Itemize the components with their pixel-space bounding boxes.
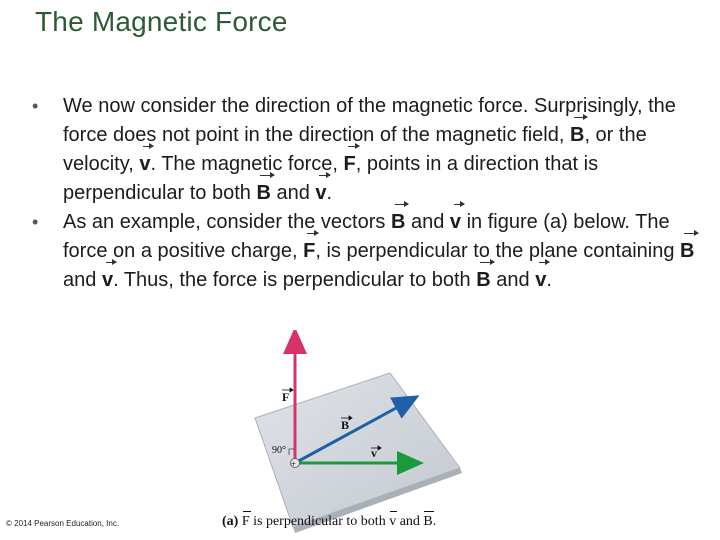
vector-symbol: B: [680, 237, 694, 266]
vector-symbol: B: [476, 266, 490, 295]
text-run: . The magnetic force,: [150, 153, 344, 175]
text-run: and: [396, 514, 424, 529]
bullet-item: [30, 92, 700, 208]
text-run: and: [405, 211, 450, 233]
vector-symbol: v: [139, 150, 150, 179]
vector-symbol: F: [303, 237, 315, 266]
text-run: is perpendicular to both: [249, 514, 390, 529]
force-label: F: [282, 390, 290, 404]
figure-a: [0, 330, 720, 540]
vector-symbol: v: [450, 208, 461, 237]
vector-symbol: B: [570, 121, 584, 150]
text-run: in figure (a) below. The force on a positive charge,: [63, 211, 670, 262]
angle-label: 90°: [272, 445, 286, 456]
vector-symbol: B: [256, 179, 270, 208]
vector-symbol: F: [344, 150, 356, 179]
text-run: and: [490, 269, 536, 291]
text-run: and: [63, 269, 102, 291]
text-run: .: [546, 269, 552, 291]
text-run: As an example, consider the vectors: [63, 211, 391, 233]
charge-label: +: [291, 459, 297, 469]
slide-title: The Magnetic Force: [35, 6, 288, 37]
bullet-item: [30, 208, 700, 295]
vector-symbol: F: [241, 514, 250, 529]
vector-symbol: v: [535, 266, 546, 295]
text-run: , points in a direction that is perpendicular to both: [63, 153, 599, 204]
vector-symbol: v: [102, 266, 113, 295]
text-run: .: [432, 514, 437, 529]
field-label: B: [341, 418, 350, 432]
text-run: .: [326, 182, 333, 204]
text-run: . Thus, the force is perpendicular to both: [113, 269, 477, 291]
vector-symbol: v: [389, 514, 397, 529]
text-run: and: [270, 182, 316, 204]
figure-caption: [222, 514, 436, 530]
vector-symbol: v: [315, 179, 326, 208]
vector-symbol: B: [391, 208, 405, 237]
bullet-list: [30, 92, 700, 295]
copyright-note: © 2014 Pearson Education, Inc.: [6, 519, 120, 528]
text-run: We now consider the direction of the magnetic force. Surprisingly, the force does not point in the direction of the magnetic field,: [63, 95, 676, 146]
velocity-label: v: [371, 446, 377, 460]
text-run: , is perpendicular to the plane containing: [315, 240, 681, 262]
text-run: , or the velocity,: [63, 124, 647, 175]
text-run: (a): [222, 514, 242, 529]
vector-symbol: B: [423, 514, 433, 529]
